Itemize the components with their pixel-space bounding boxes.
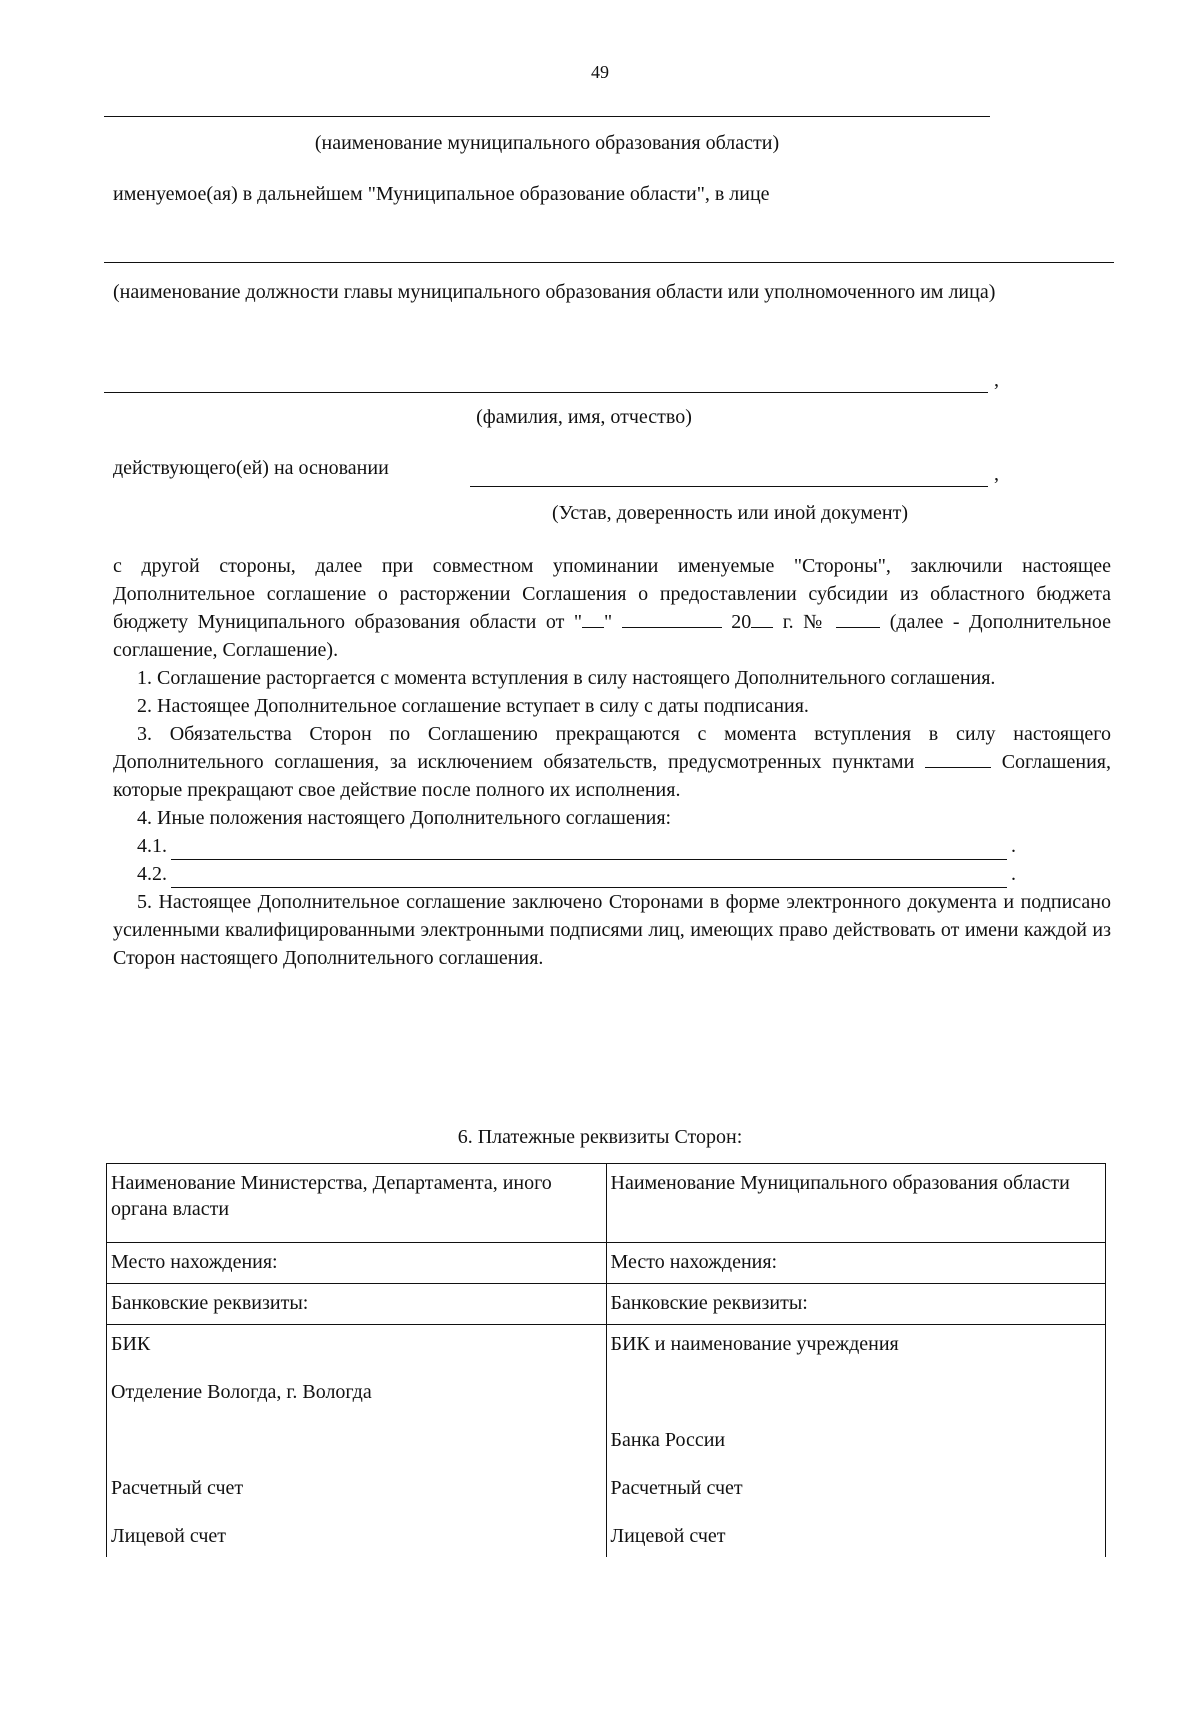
right-bank-details (606, 1325, 1106, 1558)
left-account: Расчетный счет (111, 1477, 244, 1499)
requisites-table (106, 1163, 1106, 1557)
clause-2: 2. Настоящее Дополнительное соглашение вступает в силу с даты подписания. (137, 695, 809, 717)
intro-text: с другой стороны, далее при совместном упоминании именуемые "Стороны", заключили настоящее Дополнительное соглашение о расторжении Соглашения о предоставлении субсидии из областного бюджета бюджету Муниципального образования области от (113, 555, 1111, 633)
intro-paragraph (113, 552, 1111, 664)
position-caption: (наименование должности главы муниципального образования области или уполномоченного им лица) (113, 281, 996, 303)
clause-3-text-1: 3. Обязательства Сторон по Соглашению прекращаются с момента вступления в силу настоящего Дополнительного соглашения, за исключением обязательств, предусмотренных пунктами (113, 723, 1111, 773)
quote-close: " (604, 611, 613, 633)
named-text: именуемое(ая) в дальнейшем "Муниципальное образование области", в лице (113, 183, 770, 205)
clause-4-1-line (113, 832, 1111, 860)
basis-caption: (Устав, доверенность или иной документ) (552, 502, 908, 524)
clause-4-1-label: 4.1. (137, 835, 167, 857)
table-row (107, 1164, 1106, 1243)
intro-tail: (далее - Дополнительное соглашение, Соглашение). (113, 611, 1112, 661)
position-fill-line (104, 262, 1114, 263)
left-location: Место нахождения: (107, 1243, 607, 1284)
quote-open: " (573, 611, 583, 633)
month-blank (622, 609, 722, 628)
right-bank-of-russia: Банка России (610, 1429, 726, 1451)
right-bik: БИК и наименование учреждения (610, 1333, 899, 1355)
municipality-caption: (наименование муниципального образования области) (314, 132, 780, 154)
left-personal-account: Лицевой счет (111, 1525, 227, 1547)
clause-1: 1. Соглашение расторгается с момента вступления в силу настоящего Дополнительного соглашения. (137, 667, 996, 689)
right-bank: Банковские реквизиты: (606, 1284, 1106, 1325)
basis-line-comma: , (994, 463, 999, 485)
name-line-comma: , (994, 369, 999, 391)
name-fill-line (104, 392, 988, 393)
clause-3 (113, 720, 1111, 804)
acting-text: действующего(ей) на основании (113, 457, 389, 479)
requisites-title: 6. Платежные реквизиты Сторон: (457, 1126, 743, 1148)
clause-4-2-label: 4.2. (137, 863, 167, 885)
right-org-name: Наименование Муниципального образования области (606, 1164, 1106, 1243)
clause-4-2-line (113, 860, 1111, 888)
clause-5: 5. Настоящее Дополнительное соглашение заключено Сторонами в форме электронного документа и подписано усиленными квалифицированными электронными подписями лиц, имеющих право действовать от имени каждой из Сторон настоящего Дополнительного соглашения. (113, 891, 1111, 969)
basis-fill-line (470, 486, 988, 487)
year-blank (751, 609, 773, 628)
number-blank (836, 609, 880, 628)
right-location: Место нахождения: (606, 1243, 1106, 1284)
number-label: г. № (782, 611, 827, 633)
clause-3-points-blank (925, 749, 991, 768)
right-account: Расчетный счет (610, 1477, 743, 1499)
page-number: 49 (591, 62, 609, 82)
left-bank-details (107, 1325, 607, 1558)
name-caption: (фамилия, имя, отчество) (476, 406, 692, 428)
municipality-fill-line (104, 116, 990, 117)
table-row (107, 1325, 1106, 1558)
left-bik: БИК (111, 1333, 151, 1355)
left-branch: Отделение Вологда, г. Вологда (111, 1381, 372, 1403)
clause-4-2-period: . (1011, 863, 1016, 885)
year-prefix: 20 (731, 611, 752, 633)
clause-4-2-blank (171, 867, 1007, 888)
clause-4-1-period: . (1011, 835, 1016, 857)
table-row (107, 1243, 1106, 1284)
table-row (107, 1284, 1106, 1325)
left-org-name: Наименование Министерства, Департамента, иного органа власти (107, 1164, 607, 1243)
clause-4-1-blank (171, 839, 1007, 860)
clause-4: 4. Иные положения настоящего Дополнительного соглашения: (137, 807, 672, 829)
left-bank: Банковские реквизиты: (107, 1284, 607, 1325)
right-personal-account: Лицевой счет (610, 1525, 726, 1547)
day-blank (582, 609, 604, 628)
agreement-body (113, 552, 1111, 972)
clause-3-text-2: Соглашения, которые прекращают свое действие после полного их исполнения. (113, 751, 1111, 801)
